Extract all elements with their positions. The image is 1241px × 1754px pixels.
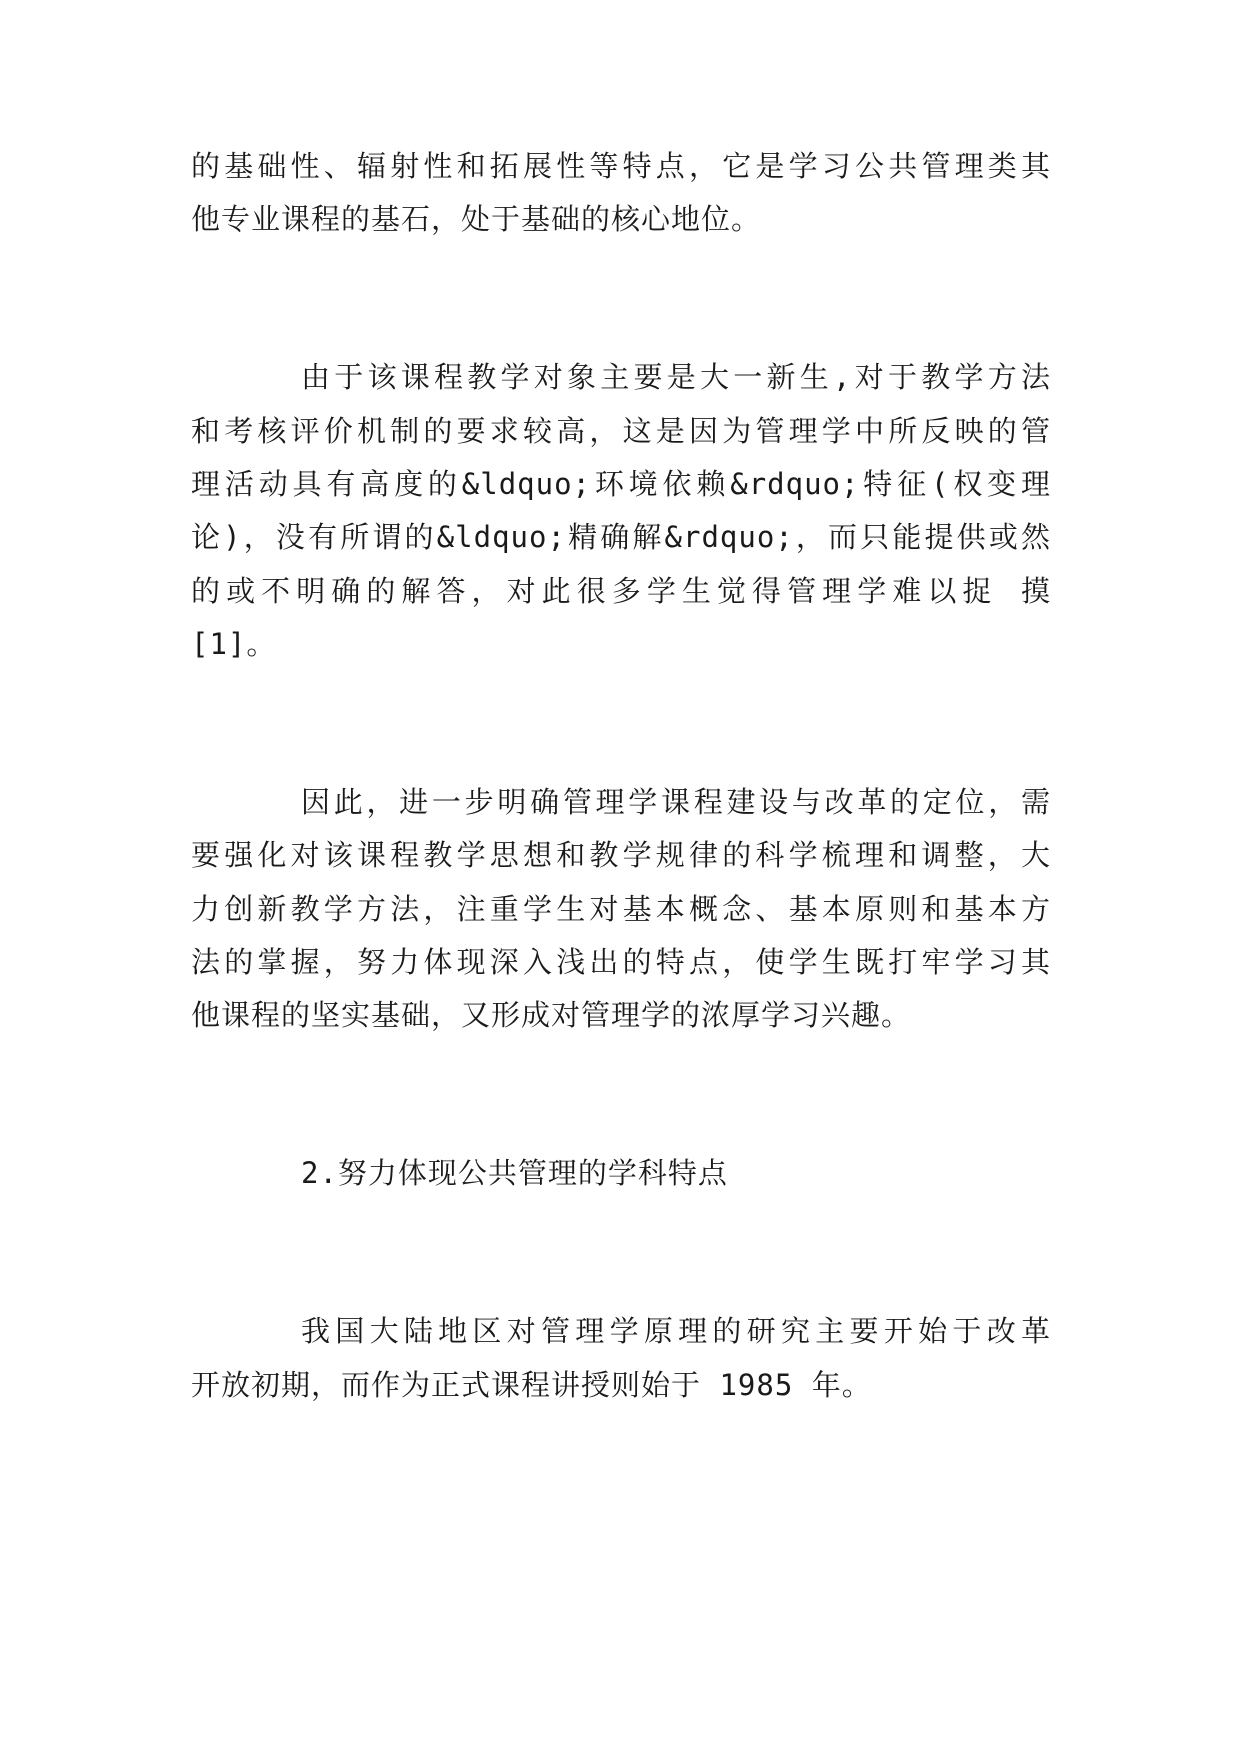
paragraph-line: 的基础性、辐射性和拓展性等特点，它是学习公共管理类其 (191, 149, 1051, 183)
paragraph-line: 他课程的坚实基础，又形成对管理学的浓厚学习兴趣。 (191, 998, 912, 1032)
paragraph-line: 法的掌握，努力体现深入浅出的特点，使学生既打牢学习其 (191, 945, 1051, 979)
paragraph-line: 力创新教学方法，注重学生对基本概念、基本原则和基本方 (191, 892, 1051, 926)
paragraph-line: 我国大陆地区对管理学原理的研究主要开始于改革 (301, 1314, 1051, 1348)
paragraph-line: [1]。 (191, 627, 277, 661)
paragraph-line: 的或不明确的解答，对此很多学生觉得管理学难以捉 摸 (191, 574, 1051, 608)
paragraph-line: 因此，进一步明确管理学课程建设与改革的定位，需 (301, 785, 1051, 819)
paragraph-line: 论)，没有所谓的&ldquo;精确解&rdquo;，而只能提供或然 (191, 520, 1051, 554)
paragraph-line: 开放初期，而作为正式课程讲授则始于 1985 年。 (191, 1368, 872, 1402)
paragraph-line: 和考核评价机制的要求较高，这是因为管理学中所反映的管 (191, 414, 1051, 448)
paragraph-line: 理活动具有高度的&ldquo;环境依赖&rdquo;特征(权变理 (191, 467, 1051, 501)
paragraph-line: 他专业课程的基石，处于基础的核心地位。 (191, 202, 762, 236)
paragraph-line: 要强化对该课程教学思想和教学规律的科学梳理和调整，大 (191, 838, 1051, 872)
section-heading: 2.努力体现公共管理的学科特点 (301, 1156, 728, 1190)
paragraph-line: 由于该课程教学对象主要是大一新生,对于教学方法 (301, 360, 1051, 394)
